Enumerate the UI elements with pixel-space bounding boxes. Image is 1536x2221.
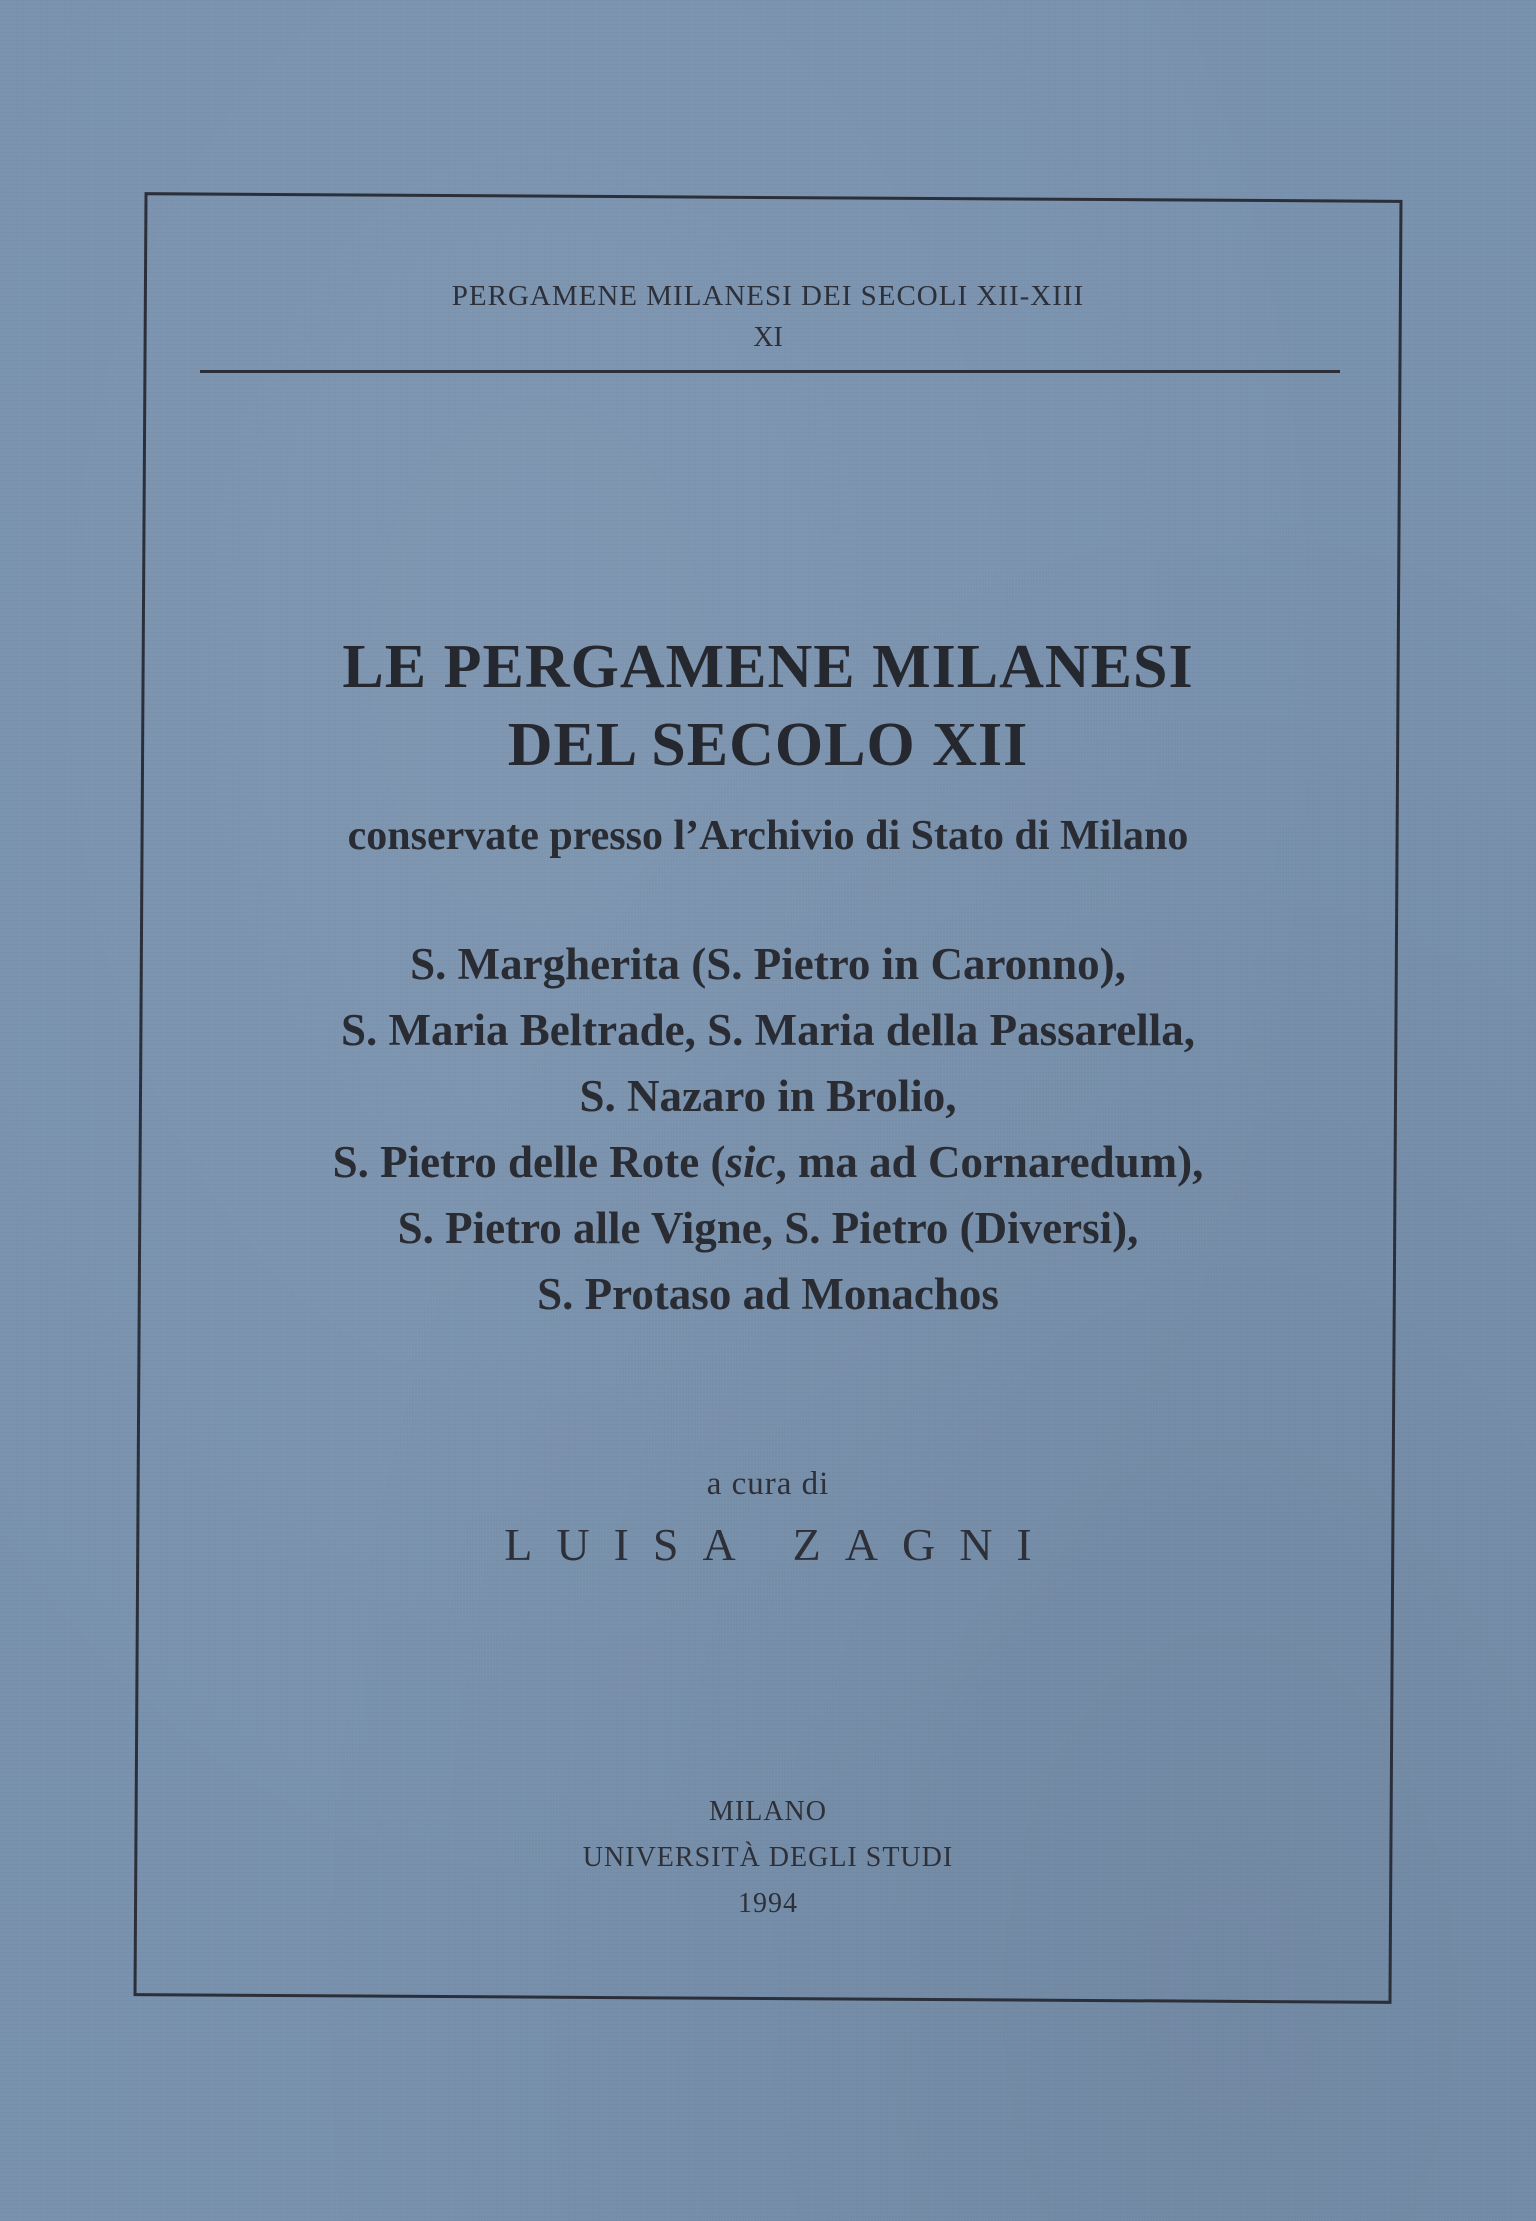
series-volume-number: XI: [753, 322, 783, 353]
fonds-line-5: S. Pietro alle Vigne, S. Pietro (Diversi),: [397, 1203, 1139, 1253]
fonds-line-3: S. Nazaro in Brolio,: [579, 1071, 957, 1121]
imprint-year: 1994: [738, 1888, 798, 1919]
fonds-line-4-end: , ma ad Cornaredum),: [775, 1137, 1204, 1187]
fonds-line-4-sic: sic: [725, 1137, 776, 1187]
fonds-line-6: S. Protaso ad Monachos: [537, 1269, 999, 1319]
imprint-city: MILANO: [709, 1796, 827, 1827]
book-title-line-1: LE PERGAMENE MILANESI: [342, 633, 1194, 701]
fonds-line-1: S. Margherita (S. Pietro in Caronno),: [410, 939, 1126, 989]
series-title: PERGAMENE MILANESI DEI SECOLI XII-XIII: [451, 280, 1085, 312]
editor-intro: a cura di: [706, 1466, 830, 1502]
fonds-line-4-start: S. Pietro delle Rote (: [332, 1137, 726, 1187]
book-title-line-2: DEL SECOLO XII: [507, 711, 1029, 779]
book-subtitle: conservate presso l’Archivio di Stato di Milano: [347, 813, 1189, 859]
header-divider: [200, 370, 1340, 373]
imprint-publisher: UNIVERSITÀ DEGLI STUDI: [582, 1842, 954, 1873]
fonds-line-4: [0, 1136, 1536, 1188]
editor-name: LUISA ZAGNI: [504, 1519, 1056, 1570]
fonds-line-2: S. Maria Beltrade, S. Maria della Passarella,: [340, 1005, 1196, 1055]
